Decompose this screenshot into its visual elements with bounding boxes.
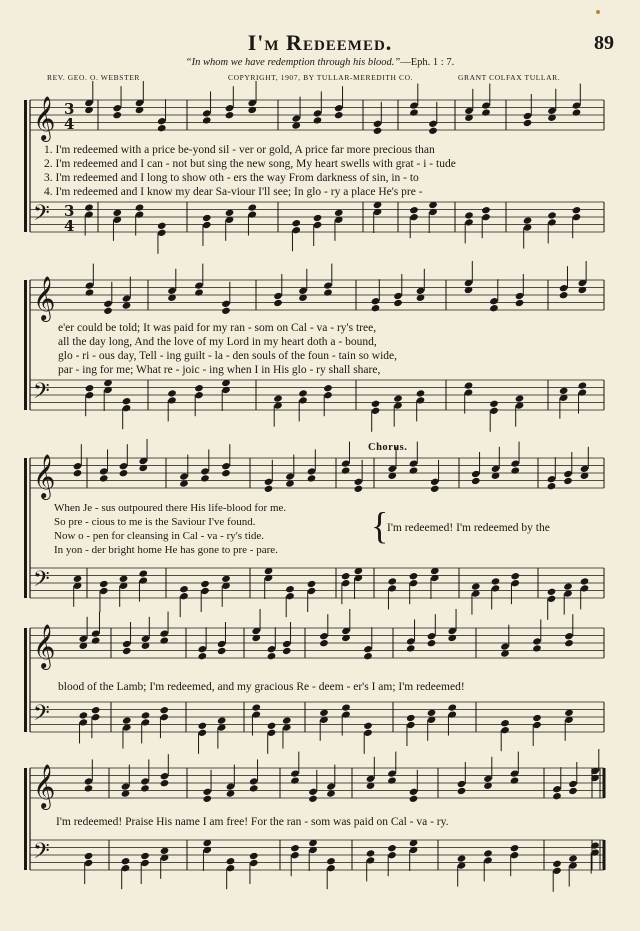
s3-bass-note-head bbox=[285, 585, 295, 593]
s3-bass-note-head bbox=[580, 577, 590, 585]
s4-bass-note-head bbox=[363, 722, 373, 730]
s4-treble-note-head bbox=[282, 647, 292, 655]
s3-bass-note-head bbox=[563, 582, 573, 590]
s3-treble-note-head bbox=[221, 469, 231, 477]
s2-bass-note-head bbox=[194, 384, 204, 392]
s5-treble-note-head bbox=[160, 779, 170, 787]
s1-treble-note-head bbox=[373, 127, 383, 135]
chorus-label: Chorus. bbox=[368, 442, 408, 453]
s2-treble-note-head bbox=[85, 288, 95, 296]
s3-system-bar bbox=[24, 458, 27, 598]
s1-treble-note-head bbox=[135, 106, 145, 114]
s1-bass-note-head bbox=[409, 206, 419, 214]
s2-treble-note-head bbox=[559, 291, 569, 299]
s2-bass-note-head bbox=[393, 394, 403, 402]
s3-bass-note-head bbox=[491, 577, 501, 585]
s2-treble-note-head bbox=[489, 304, 499, 312]
s1-bass-time-sig: 3 bbox=[64, 202, 75, 220]
s4-bass-note-head bbox=[141, 711, 151, 719]
s1-treble-note-head bbox=[112, 111, 122, 119]
s4-treble-note-head bbox=[406, 644, 416, 652]
s1-treble-note-head bbox=[428, 127, 438, 135]
s2-bass-note-head bbox=[85, 384, 95, 392]
s5-bass-clef-icon: 𝄢 bbox=[33, 839, 50, 869]
s3-bass-note-head bbox=[179, 585, 189, 593]
s4-treble-note-head bbox=[91, 636, 101, 644]
s4-treble-note-head bbox=[363, 652, 373, 660]
s5-bass-note-head bbox=[226, 857, 236, 865]
s1-treble-note-head bbox=[157, 124, 167, 132]
s1-treble-note-head bbox=[523, 119, 533, 127]
s3-verse-2: So pre - cious to me is the Saviour I've found. bbox=[54, 516, 256, 528]
s5-bass-note-head bbox=[121, 857, 131, 865]
s3-treble-note-head bbox=[510, 466, 520, 474]
epigraph-text: “In whom we have redemption through his blood.” bbox=[185, 57, 401, 68]
s4-treble-note-head bbox=[267, 652, 277, 660]
s2-verse-1: e'er could be told; It was paid for my ran - som on Cal - va - ry's tree, bbox=[58, 322, 377, 334]
s4-bass-note-head bbox=[532, 714, 542, 722]
s4-lyric: blood of the Lamb; I'm redeemed, and my gracious Re - deem - er's I am; I'm redeemed! bbox=[58, 681, 465, 693]
s1-treble-time-sig: 3 bbox=[64, 100, 75, 118]
s3-treble-note-head bbox=[547, 482, 557, 490]
verse-brace: { bbox=[371, 505, 389, 547]
s1-bass-note-head bbox=[84, 203, 94, 211]
s3-treble-note-head bbox=[354, 485, 364, 493]
s2-bass-clef-icon: 𝄢 bbox=[33, 379, 50, 409]
composer-credit: GRANT COLFAX TULLAR. bbox=[458, 73, 561, 82]
s1-verse-3: 3. I'm redeemed and I long to show oth - ers the way From darkness of sin, in - to bbox=[44, 172, 419, 184]
s3-bass-note-head bbox=[510, 572, 520, 580]
s5-treble-note-head bbox=[409, 795, 419, 803]
s2-treble-note-head bbox=[194, 288, 204, 296]
s4-bass-clef-icon: 𝄢 bbox=[33, 701, 50, 731]
lyricist-credit: REV. GEO. O. WEBSTER bbox=[47, 73, 140, 82]
s4-treble-note-head bbox=[217, 647, 227, 655]
s4-treble-note-head bbox=[427, 639, 437, 647]
s1-treble-note-head bbox=[481, 108, 491, 116]
s2-verse-2: all the day long, And the love of my Lord in my heart doth a - bound, bbox=[58, 336, 377, 348]
s5-bass-note-head bbox=[366, 849, 376, 857]
s4-bass-note-head bbox=[79, 711, 89, 719]
s2-treble-note-head bbox=[273, 299, 283, 307]
s5-lyric: I'm redeemed! Praise His name I am free! For the ran - som was paid on Cal - va - ry. bbox=[56, 816, 449, 828]
s3-verse-4: In yon - der bright home He has gone to pre - pare. bbox=[54, 544, 278, 556]
s2-bass-note-head bbox=[167, 389, 177, 397]
s4-bass-note-head bbox=[198, 722, 208, 730]
s1-bass-note-head bbox=[157, 222, 167, 230]
s1-treble-clef-icon: 𝄞 bbox=[33, 96, 56, 140]
s3-treble-note-head bbox=[563, 477, 573, 485]
s5-bass-note-head bbox=[457, 854, 467, 862]
s1-treble-note-head bbox=[202, 116, 212, 124]
s1-bass-note-head bbox=[313, 214, 323, 222]
s3-verse-3: Now o - pen for cleansing in Cal - va - ry's tide. bbox=[54, 530, 265, 542]
s5-treble-note-head bbox=[290, 776, 300, 784]
s3-treble-note-head bbox=[409, 466, 419, 474]
s4-treble-clef-icon: 𝄞 bbox=[33, 624, 56, 668]
s2-treble-note-head bbox=[464, 286, 474, 294]
s4-treble-note-head bbox=[251, 634, 261, 642]
s2-system-bar bbox=[24, 280, 27, 410]
s4-treble-note-head bbox=[198, 652, 208, 660]
s2-bass-note-head bbox=[122, 397, 132, 405]
s5-bass-note-head bbox=[510, 844, 520, 852]
s3-bass-note-head bbox=[547, 588, 557, 596]
s5-bass-note-head bbox=[552, 860, 562, 868]
s3-treble-note-head bbox=[430, 485, 440, 493]
s5-treble-note-head bbox=[510, 776, 520, 784]
s5-bass-note-head bbox=[290, 844, 300, 852]
s2-bass-note-head bbox=[464, 381, 474, 389]
s3-treble-note-head bbox=[138, 464, 148, 472]
s1-treble-note-head bbox=[572, 108, 582, 116]
s4-treble-note-head bbox=[341, 634, 351, 642]
s4-bass-note-head bbox=[251, 703, 261, 711]
s4-bass-note-head bbox=[341, 703, 351, 711]
s2-treble-note-head bbox=[103, 307, 113, 315]
s3-bass-clef-icon: 𝄢 bbox=[33, 567, 50, 597]
s2-treble-note-head bbox=[515, 299, 525, 307]
s5-bass-note-head bbox=[84, 852, 94, 860]
s1-verse-2: 2. I'm redeemed and I can - not but sing the new song, My heart swells with grat - i - tude bbox=[44, 158, 456, 170]
s5-bass-note-head bbox=[249, 852, 259, 860]
s1-bass-clef-icon: 𝄢 bbox=[33, 201, 50, 231]
s4-bass-note-head bbox=[91, 706, 101, 714]
s1-treble-note-head bbox=[409, 108, 419, 116]
s2-bass-note-head bbox=[489, 400, 499, 408]
s1-treble-note-head bbox=[334, 111, 344, 119]
s3-bass-note-head bbox=[471, 582, 481, 590]
hymn-title: I'm Redeemed. bbox=[247, 30, 393, 55]
s1-system-bar bbox=[24, 100, 27, 232]
s3-treble-note-head bbox=[471, 477, 481, 485]
page-number: 89 bbox=[594, 32, 614, 54]
s5-treble-note-head bbox=[552, 792, 562, 800]
s4-treble-note-head bbox=[532, 644, 542, 652]
s4-bass-note-head bbox=[447, 703, 457, 711]
s5-bass-note-head bbox=[326, 857, 336, 865]
s4-treble-note-head bbox=[564, 639, 574, 647]
s2-treble-note-head bbox=[371, 304, 381, 312]
s2-bass-note-head bbox=[578, 381, 588, 389]
s3-treble-clef-icon: 𝄞 bbox=[33, 454, 56, 498]
s5-treble-note-head bbox=[249, 784, 259, 792]
s2-verse-3: glo - ri - ous day, Tell - ing guilt - la - den souls of the foun - tain so wide, bbox=[58, 350, 398, 362]
s5-treble-note-head bbox=[457, 787, 467, 795]
s5-treble-note-head bbox=[308, 795, 318, 803]
copyright-notice: COPYRIGHT, 1907, BY TULLAR-MEREDITH CO. bbox=[228, 73, 414, 82]
s3-bass-note-head bbox=[200, 580, 210, 588]
s3-bass-note-head bbox=[99, 580, 109, 588]
s2-bass-note-head bbox=[515, 394, 525, 402]
s1-bass-note-head bbox=[523, 216, 533, 224]
s1-bass-note-head bbox=[572, 206, 582, 214]
s3-bass-note-head bbox=[409, 572, 419, 580]
s2-bass-note-head bbox=[323, 384, 333, 392]
s3-treble-note-head bbox=[307, 474, 317, 482]
s2-verse-4: par - ing for me; What re - joic - ing when I in His glo - ry shall share, bbox=[58, 364, 381, 376]
s1-treble-note-head bbox=[247, 106, 257, 114]
s5-bass-note-head bbox=[140, 852, 150, 860]
s1-bass-note-head bbox=[202, 214, 212, 222]
s1-bass-note-head bbox=[464, 211, 474, 219]
s3-treble-note-head bbox=[73, 469, 83, 477]
chorus-lyric-line: I'm redeemed! I'm redeemed by the bbox=[387, 522, 550, 534]
s2-treble-note-head bbox=[221, 307, 231, 315]
s4-bass-note-head bbox=[217, 716, 227, 724]
s2-bass-note-head bbox=[298, 389, 308, 397]
s4-treble-note-head bbox=[122, 647, 132, 655]
s5-treble-note-head bbox=[202, 795, 212, 803]
s1-treble-note-head bbox=[84, 106, 94, 114]
s4-treble-note-head bbox=[159, 636, 169, 644]
s3-treble-note-head bbox=[341, 466, 351, 474]
s4-bass-note-head bbox=[500, 719, 510, 727]
s4-bass-note-head bbox=[282, 716, 292, 724]
s5-treble-note-head bbox=[568, 787, 578, 795]
s3-bass-note-head bbox=[387, 577, 397, 585]
s3-bass-note-head bbox=[138, 569, 148, 577]
s5-treble-clef-icon: 𝄞 bbox=[33, 764, 56, 808]
s5-treble-note-head bbox=[387, 776, 397, 784]
s4-treble-note-head bbox=[319, 639, 329, 647]
s1-bass-time-sig: 4 bbox=[64, 217, 75, 235]
s1-bass-note-head bbox=[247, 203, 257, 211]
s5-system-bar bbox=[24, 768, 27, 870]
s4-bass-note-head bbox=[406, 714, 416, 722]
s1-bass-note-head bbox=[481, 206, 491, 214]
s4-treble-note-head bbox=[447, 634, 457, 642]
s5-treble-note-head bbox=[84, 784, 94, 792]
s2-bass-note-head bbox=[273, 394, 283, 402]
s2-treble-note-head bbox=[323, 288, 333, 296]
s1-treble-note-head bbox=[313, 116, 323, 124]
s4-bass-note-head bbox=[267, 722, 277, 730]
s2-bass-note-head bbox=[416, 389, 426, 397]
s5-bass-note-head bbox=[568, 854, 578, 862]
s4-system-bar bbox=[24, 628, 27, 732]
s1-verse-4: 4. I'm redeemed and I know my dear Sa-viour I'll see; In glo - ry a place He's pre - bbox=[44, 186, 423, 198]
s2-treble-note-head bbox=[578, 286, 588, 294]
s3-treble-note-head bbox=[264, 485, 274, 493]
s1-treble-time-sig: 4 bbox=[64, 115, 75, 133]
s3-bass-note-head bbox=[307, 580, 317, 588]
epigraph-reference: —Eph. 1 : 7. bbox=[400, 57, 455, 68]
s1-verse-1: 1. I'm redeemed with a price be-yond sil - ver or gold, A price far more precious than bbox=[44, 144, 435, 156]
s1-bass-note-head bbox=[547, 211, 557, 219]
s5-bass-note-head bbox=[387, 844, 397, 852]
s5-bass-note-head bbox=[483, 849, 493, 857]
s3-treble-note-head bbox=[119, 469, 129, 477]
s3-verse-1: When Je - sus outpoured there His life-blood for me. bbox=[54, 502, 287, 514]
s3-treble-note-head bbox=[200, 474, 210, 482]
s1-bass-note-head bbox=[135, 203, 145, 211]
s1-bass-note-head bbox=[291, 219, 301, 227]
s3-treble-note-head bbox=[99, 474, 109, 482]
s2-treble-clef-icon: 𝄞 bbox=[33, 276, 56, 320]
s3-bass-note-head bbox=[341, 572, 351, 580]
s5-treble-note-head bbox=[140, 784, 150, 792]
s2-bass-note-head bbox=[371, 400, 381, 408]
s4-bass-note-head bbox=[122, 716, 132, 724]
s4-bass-note-head bbox=[159, 706, 169, 714]
s2-treble-note-head bbox=[393, 299, 403, 307]
s1-treble-note-head bbox=[225, 111, 235, 119]
